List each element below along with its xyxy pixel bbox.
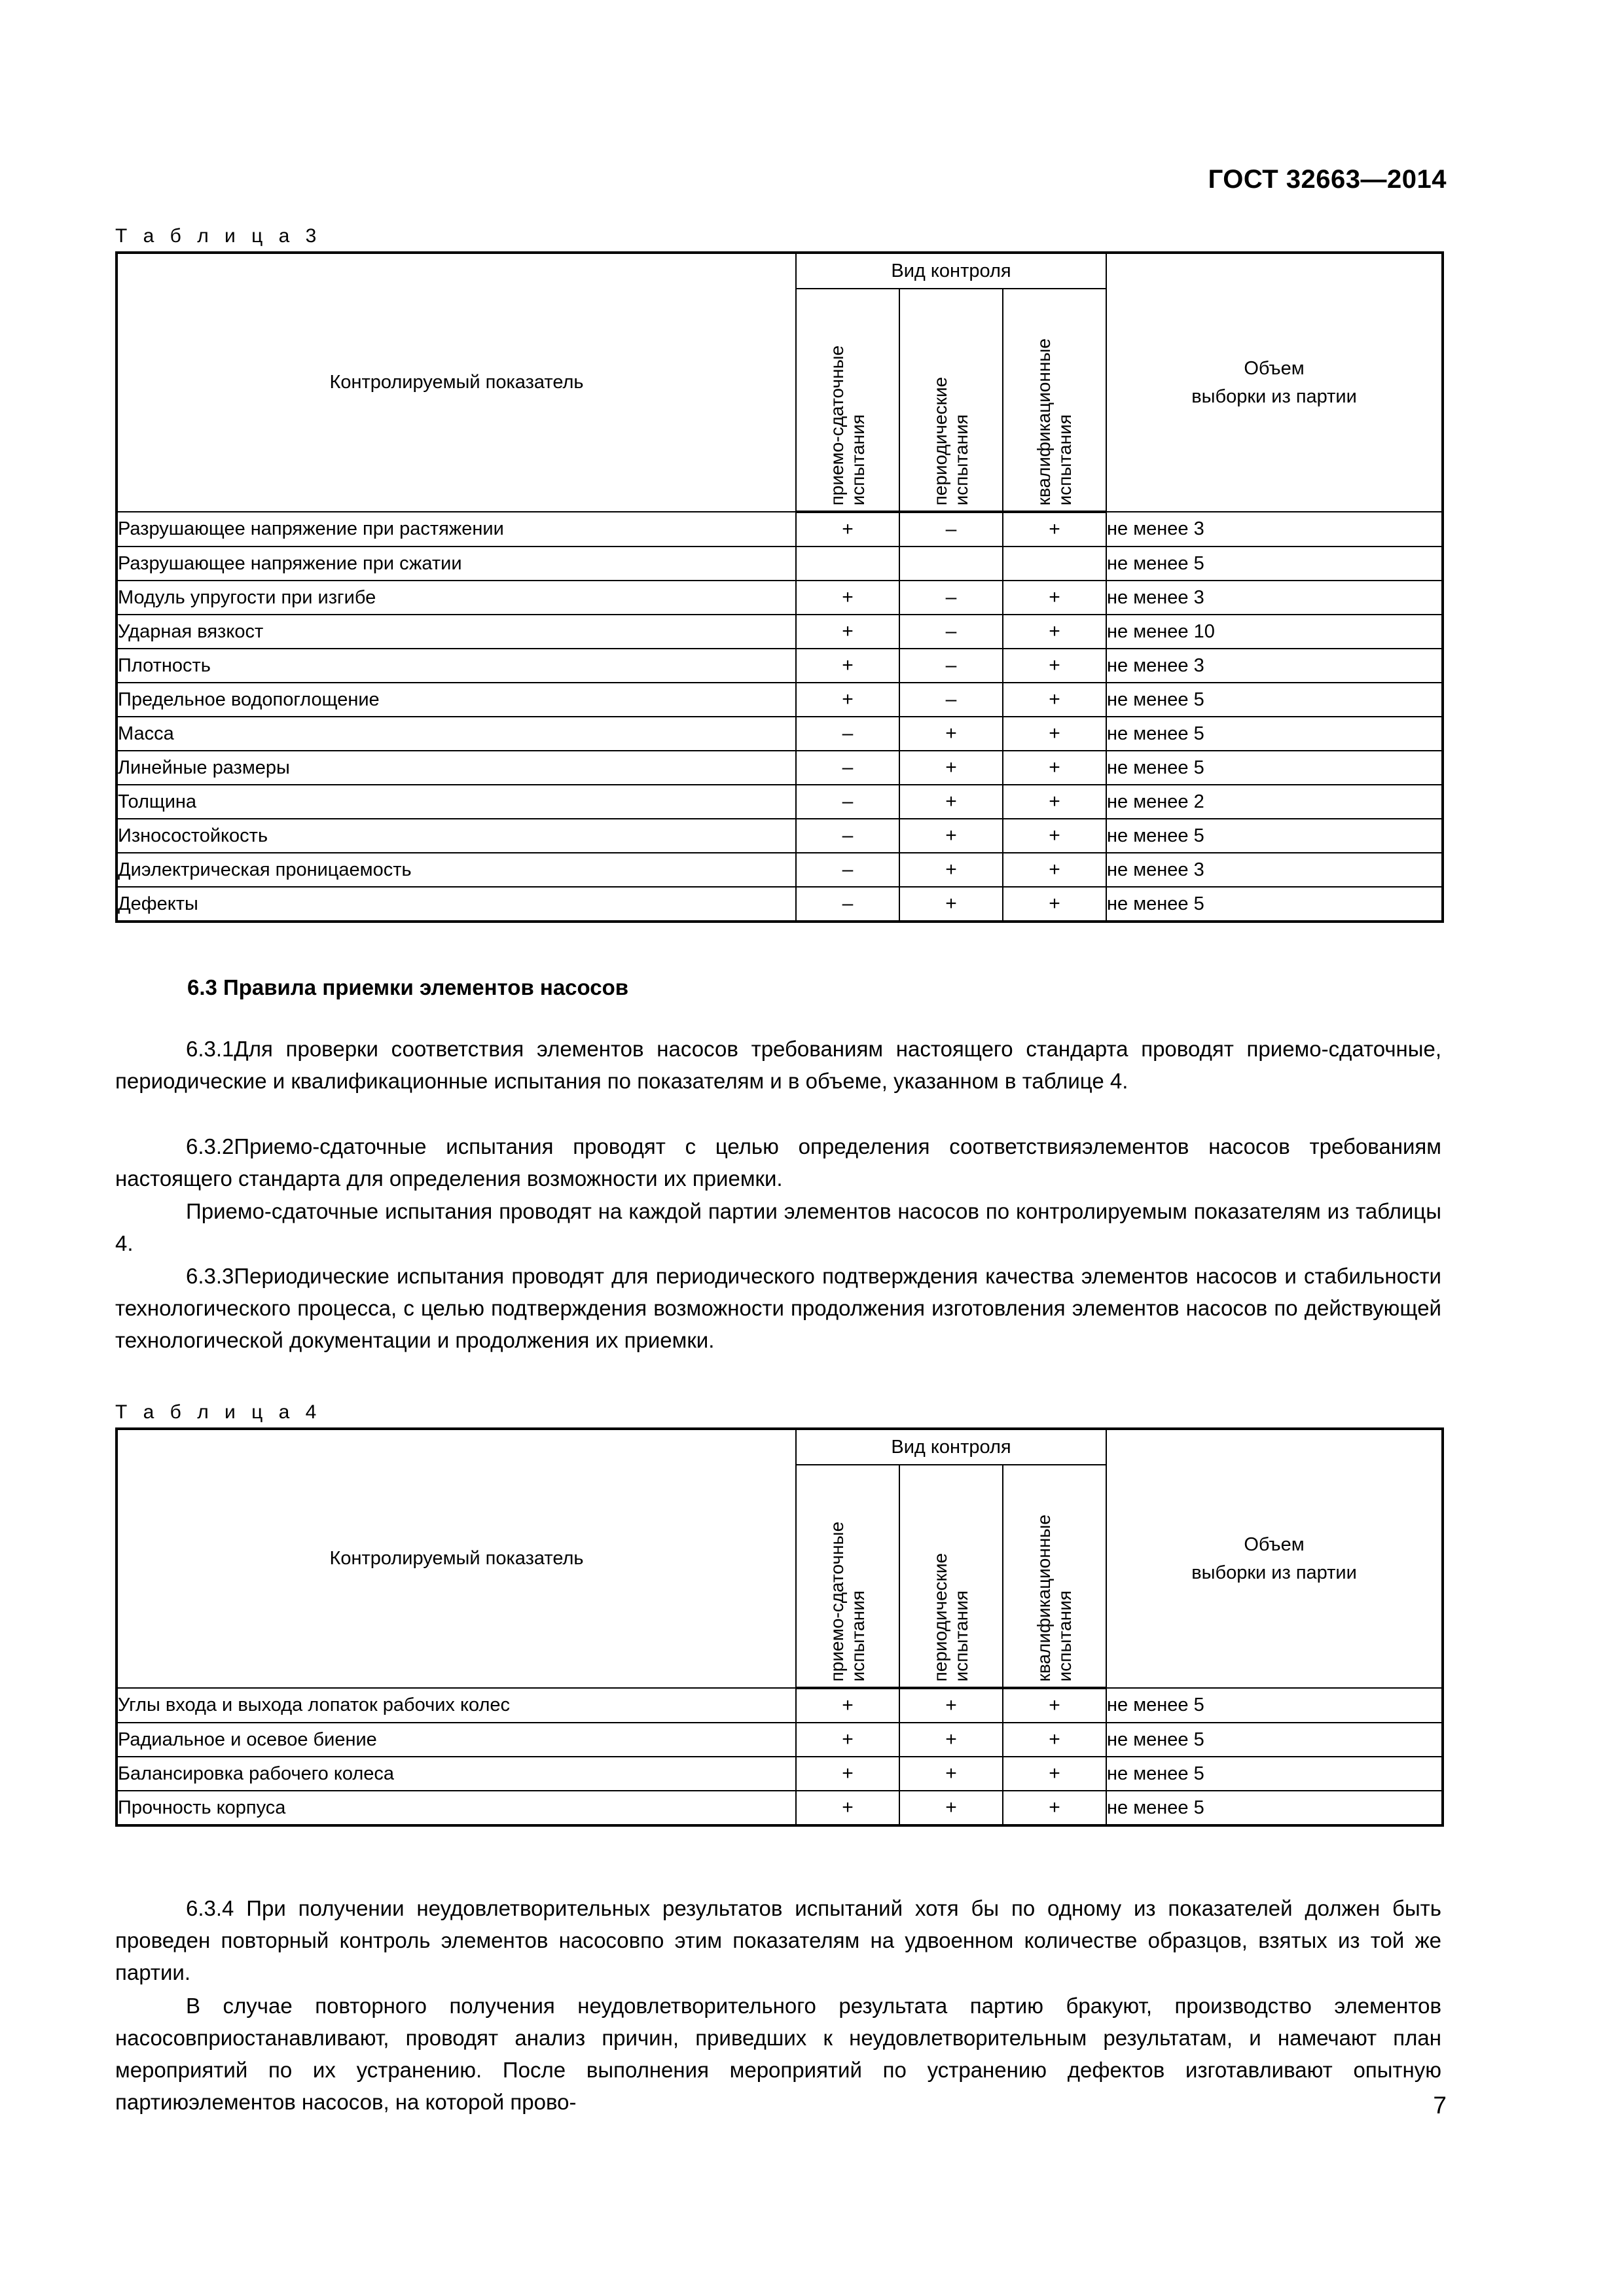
row-mark-qualification: + [1003, 581, 1106, 615]
row-mark-periodic: + [899, 853, 1003, 887]
row-mark-periodic: + [899, 887, 1003, 922]
table-4-header-acceptance [796, 1465, 899, 1688]
row-mark-acceptance: – [796, 853, 899, 887]
table-3-header-volume-line1: Объем [1244, 358, 1305, 380]
row-parameter: Предельное водопоглощение [117, 683, 796, 717]
row-mark-acceptance: + [796, 1723, 899, 1757]
row-mark-qualification: + [1003, 649, 1106, 683]
row-mark-acceptance: + [796, 615, 899, 649]
table-3-header-acceptance-line1: приемо-сдаточные [826, 345, 847, 505]
table-3 [115, 251, 1444, 923]
table-4-header-acceptance-line2: испытания [848, 1590, 868, 1681]
row-sample-volume: не менее 5 [1106, 1757, 1443, 1791]
row-mark-acceptance: + [796, 649, 899, 683]
row-sample-volume: не менее 2 [1106, 785, 1443, 819]
table-4-header-qualification [1003, 1465, 1106, 1688]
table-4-header-qualification-line2: испытания [1055, 1590, 1075, 1681]
row-sample-volume: не менее 5 [1106, 1723, 1443, 1757]
table-row [117, 1791, 1443, 1825]
table-row [117, 512, 1443, 547]
row-sample-volume: не менее 3 [1106, 853, 1443, 887]
row-parameter: Разрушающее напряжение при растяжении [117, 512, 796, 547]
row-parameter: Дефекты [117, 887, 796, 922]
row-mark-periodic: + [899, 1791, 1003, 1825]
row-sample-volume: не менее 5 [1106, 683, 1443, 717]
row-mark-periodic: + [899, 751, 1003, 785]
table-3-header-param: Контролируемый показатель [117, 253, 796, 512]
table-4-body [117, 1688, 1443, 1825]
table-4-header-row-1 [117, 1429, 1443, 1465]
table-row [117, 819, 1443, 853]
table-row [117, 1723, 1443, 1757]
table-3-header-acceptance [796, 289, 899, 512]
row-mark-periodic: + [899, 1688, 1003, 1723]
table-row [117, 853, 1443, 887]
row-mark-acceptance [796, 547, 899, 581]
document-standard-header: ГОСТ 32663—2014 [1208, 165, 1447, 194]
table-row [117, 751, 1443, 785]
table-3-header-qualification [1003, 289, 1106, 512]
table-3-header-periodic [899, 289, 1003, 512]
table-row [117, 683, 1443, 717]
row-mark-qualification: + [1003, 512, 1106, 547]
table-3-header-periodic-line1: периодические [929, 376, 950, 505]
row-parameter: Ударная вязкост [117, 615, 796, 649]
row-sample-volume: не менее 5 [1106, 887, 1443, 922]
row-sample-volume: не менее 3 [1106, 512, 1443, 547]
paragraph-6-3-2-continued: Приемо-сдаточные испытания проводят на каждой партии элементов насосов по контролируемым показателям из таблицы 4. [115, 1199, 1441, 1255]
row-mark-periodic: + [899, 1757, 1003, 1791]
row-mark-qualification: + [1003, 683, 1106, 717]
table-3-header-acceptance-line2: испытания [848, 414, 868, 505]
row-parameter: Масса [117, 717, 796, 751]
row-parameter: Радиальное и осевое биение [117, 1723, 796, 1757]
row-mark-qualification: + [1003, 819, 1106, 853]
table-row [117, 581, 1443, 615]
row-mark-qualification: + [1003, 615, 1106, 649]
table-row [117, 887, 1443, 922]
table-row [117, 717, 1443, 751]
paragraph-6-3-3: 6.3.3Периодические испытания проводят для периодического подтверждения качества элементов насосов и стабильности технологического процесса, с целью подтверждения возможности продолжения изготовления элементов насосов по действующей технологической документации и продолжения их приемки. [115, 1264, 1441, 1352]
row-mark-periodic: – [899, 581, 1003, 615]
row-mark-qualification: + [1003, 1757, 1106, 1791]
table-4-header-volume [1106, 1429, 1443, 1688]
table-4-header-control-group: Вид контроля [796, 1429, 1106, 1465]
table-4 [115, 1427, 1444, 1827]
table-row [117, 1757, 1443, 1791]
row-mark-acceptance: – [796, 785, 899, 819]
table-4-header-acceptance-line1: приемо-сдаточные [826, 1521, 847, 1681]
row-sample-volume: не менее 5 [1106, 547, 1443, 581]
row-sample-volume: не менее 5 [1106, 819, 1443, 853]
row-mark-qualification: + [1003, 717, 1106, 751]
row-mark-acceptance: + [796, 1791, 899, 1825]
row-mark-acceptance: + [796, 1688, 899, 1723]
row-parameter: Модуль упругости при изгибе [117, 581, 796, 615]
row-mark-qualification: + [1003, 1723, 1106, 1757]
paragraph-6-3-2: 6.3.2Приемо-сдаточные испытания проводят с целью определения соответствияэлементов насосов требованиям настоящего стандарта для определения возможности их приемки. [115, 1134, 1441, 1191]
table-3-header-volume-line2: выборки из партии [1191, 386, 1357, 407]
table-row [117, 785, 1443, 819]
table-4-header-param: Контролируемый показатель [117, 1429, 796, 1688]
row-mark-periodic [899, 547, 1003, 581]
row-parameter: Балансировка рабочего колеса [117, 1757, 796, 1791]
table-4-header-periodic [899, 1465, 1003, 1688]
table-3-header-volume [1106, 253, 1443, 512]
row-parameter: Линейные размеры [117, 751, 796, 785]
row-sample-volume: не менее 3 [1106, 581, 1443, 615]
row-mark-acceptance: + [796, 512, 899, 547]
row-mark-qualification: + [1003, 785, 1106, 819]
row-mark-periodic: + [899, 785, 1003, 819]
row-sample-volume: не менее 3 [1106, 649, 1443, 683]
row-mark-acceptance: – [796, 819, 899, 853]
row-mark-periodic: – [899, 649, 1003, 683]
table-row [117, 1688, 1443, 1723]
row-mark-periodic: – [899, 683, 1003, 717]
row-mark-qualification [1003, 547, 1106, 581]
table-row [117, 615, 1443, 649]
table-4-header-volume-line1: Объем [1244, 1534, 1305, 1556]
paragraph-6-3-4: 6.3.4 При получении неудовлетворительных результатов испытаний хотя бы по одному из показателей должен быть проведен повторный контроль элементов насосовпо этим показателям на удвоенном количестве образцов, взятых из той же партии. [115, 1896, 1441, 1984]
row-sample-volume: не менее 5 [1106, 717, 1443, 751]
table-3-header-periodic-line2: испытания [951, 414, 971, 505]
row-mark-periodic: – [899, 615, 1003, 649]
section-6-3-heading: 6.3 Правила приемки элементов насосов [187, 975, 629, 999]
row-mark-periodic: + [899, 1723, 1003, 1757]
row-mark-acceptance: + [796, 1757, 899, 1791]
row-mark-periodic: + [899, 717, 1003, 751]
table-4-header-volume-line2: выборки из партии [1191, 1562, 1357, 1583]
row-sample-volume: не менее 5 [1106, 751, 1443, 785]
row-parameter: Углы входа и выхода лопаток рабочих колес [117, 1688, 796, 1723]
row-parameter: Прочность корпуса [117, 1791, 796, 1825]
table-3-header-row-1 [117, 253, 1443, 289]
row-mark-qualification: + [1003, 887, 1106, 922]
row-parameter: Толщина [117, 785, 796, 819]
table-row [117, 547, 1443, 581]
row-mark-acceptance: – [796, 751, 899, 785]
row-mark-qualification: + [1003, 1791, 1106, 1825]
row-mark-qualification: + [1003, 853, 1106, 887]
paragraph-6-3-4-continued: В случае повторного получения неудовлетворительного результата партию бракуют, производство элементов насосовприостанавливают, проводят анализ причин, приведших к неудовлетворительным результатам, и намечают план мероприятий по их устранению. После выполнения мероприятий по устранению дефектов изготавливают опытную партиюэлементов насосов, на которой прово- [115, 1994, 1441, 2114]
row-parameter: Разрушающее напряжение при сжатии [117, 547, 796, 581]
row-mark-acceptance: + [796, 683, 899, 717]
row-mark-qualification: + [1003, 1688, 1106, 1723]
row-mark-acceptance: + [796, 581, 899, 615]
paragraph-6-3-1: 6.3.1Для проверки соответствия элементов насосов требованиям настоящего стандарта проводят приемо-сдаточные, периодические и квалификационные испытания по показателям и в объеме, указанном в таблице 4. [115, 1037, 1441, 1093]
row-mark-periodic: – [899, 512, 1003, 547]
row-mark-periodic: + [899, 819, 1003, 853]
row-sample-volume: не менее 5 [1106, 1791, 1443, 1825]
row-mark-qualification: + [1003, 751, 1106, 785]
row-parameter: Износостойкость [117, 819, 796, 853]
table-3-header-qualification-line1: квалификационные [1033, 338, 1054, 505]
row-sample-volume: не менее 5 [1106, 1688, 1443, 1723]
table-3-header-control-group: Вид контроля [796, 253, 1106, 289]
row-parameter: Плотность [117, 649, 796, 683]
page-number: 7 [1433, 2092, 1447, 2119]
row-sample-volume: не менее 10 [1106, 615, 1443, 649]
row-mark-acceptance: – [796, 717, 899, 751]
table-4-header-periodic-line1: периодические [929, 1552, 950, 1681]
table-4-header-periodic-line2: испытания [951, 1590, 971, 1681]
table-3-body [117, 512, 1443, 922]
table-3-caption: Т а б л и ц а 3 [115, 225, 322, 247]
table-4-header-qualification-line1: квалификационные [1033, 1514, 1054, 1681]
table-row [117, 649, 1443, 683]
table-3-header-qualification-line2: испытания [1055, 414, 1075, 505]
row-mark-acceptance: – [796, 887, 899, 922]
row-parameter: Диэлектрическая проницаемость [117, 853, 796, 887]
table-4-caption: Т а б л и ц а 4 [115, 1401, 322, 1423]
